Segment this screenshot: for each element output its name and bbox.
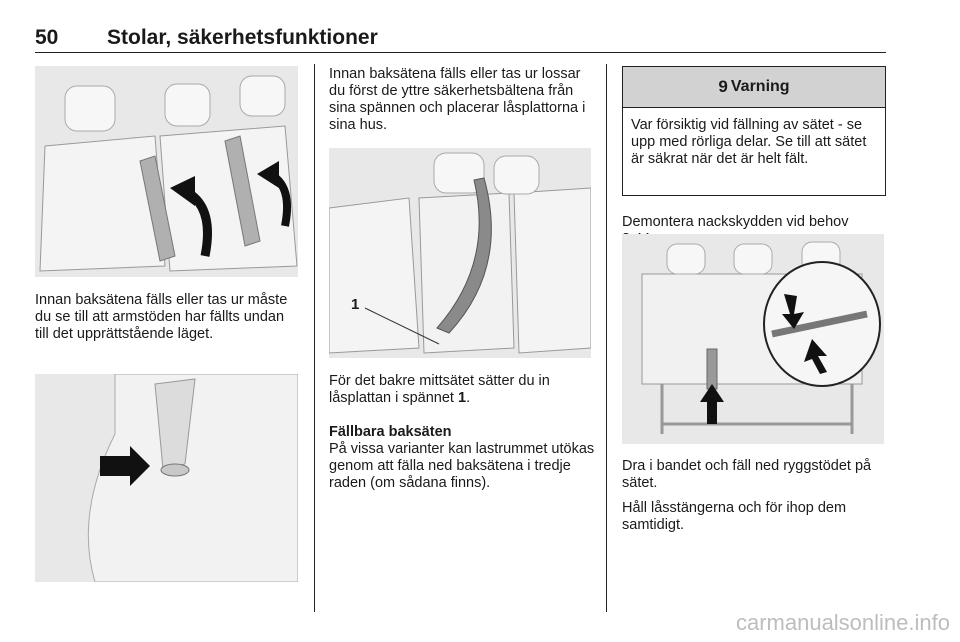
- col2-paragraph-2-end: .: [466, 390, 471, 406]
- col2-paragraph-2: [329, 373, 595, 407]
- header-rule: [35, 52, 886, 53]
- belt-stowage-illustration: [35, 374, 298, 582]
- warning-title: Varning: [730, 78, 790, 95]
- col2-paragraph-3: På vissa varianter kan lastrummet utökas genom att fälla ned baksätena i tredje raden (om sådana finns).: [329, 441, 595, 491]
- site-watermark: carmanualsonline.info: [735, 610, 950, 635]
- col2-paragraph-2-text: För det bakre mittsätet sätter du in låsplattan i spännet: [329, 373, 550, 406]
- warning-box: [622, 66, 886, 196]
- col3-paragraph-2: Dra i bandet och fäll ned ryggstödet på sätet.: [622, 458, 872, 491]
- warning-icon: 9: [718, 77, 728, 96]
- column-divider-1: [314, 64, 315, 612]
- page-header: [35, 26, 378, 50]
- armrest-illustration: [35, 66, 298, 277]
- col3-paragraph-1-text: Demontera nackskydden vid behov: [622, 214, 849, 230]
- warning-text: Var försiktig vid fällning av sätet - se upp med rörliga delar. Se till att sätet är säkrat när det är helt fält.: [631, 117, 867, 167]
- col2-paragraph-1: Innan baksätena fälls eller tas ur lossar du först de yttre säkerhetsbältena från sina spännen och placerar låsplattorna i sina hus.: [329, 66, 586, 133]
- page-title: Stolar, säkerhetsfunktioner: [107, 26, 378, 49]
- section-heading: Fällbara baksäten: [329, 424, 452, 440]
- page-number: 50: [35, 26, 59, 49]
- seatbelt-illustration: [329, 148, 591, 358]
- col1-paragraph-1: Innan baksätena fälls eller tas ur måste du se till att armstöden har fällts undan till det upprättstående läget.: [35, 292, 288, 342]
- column-divider-2: [606, 64, 607, 612]
- buckle-reference: 1: [457, 390, 467, 406]
- warning-header: [623, 67, 885, 108]
- callout-label-1: 1: [351, 296, 360, 313]
- col3-paragraph-3: Håll låsstängerna och för ihop dem samtidigt.: [622, 500, 847, 533]
- folding-seat-illustration: [622, 234, 884, 444]
